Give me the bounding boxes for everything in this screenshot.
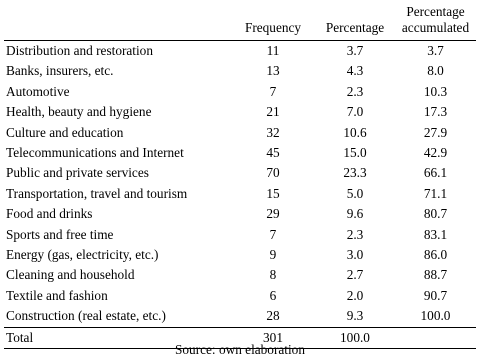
header-frequency: Frequency [231, 20, 315, 41]
row-accumulated: 80.7 [423, 206, 448, 222]
row-sector: Transportation, travel and tourism [6, 185, 188, 201]
header-blank [4, 20, 231, 41]
table-row [4, 61, 476, 81]
row-accumulated: 88.7 [423, 267, 448, 283]
row-percentage: 9.6 [346, 206, 364, 222]
header-blank [231, 0, 315, 20]
table-row [4, 265, 476, 285]
table-row [4, 204, 476, 224]
row-accumulated: 8.0 [427, 63, 444, 79]
row-frequency: 7 [269, 83, 277, 99]
table-row [4, 286, 476, 306]
table-row [4, 245, 476, 265]
row-sector: Automotive [6, 83, 70, 99]
row-accumulated: 27.9 [423, 124, 448, 140]
row-accumulated: 3.7 [427, 43, 444, 58]
row-sector: Energy (gas, electricity, etc.) [6, 247, 159, 263]
row-accumulated: 86.0 [423, 247, 448, 263]
row-percentage: 7.0 [346, 104, 364, 120]
row-accumulated: 71.1 [423, 185, 448, 201]
table-row [4, 143, 476, 163]
row-frequency: 29 [266, 206, 280, 222]
row-sector: Public and private services [6, 165, 149, 181]
row-sector: Sports and free time [6, 226, 114, 242]
row-frequency: 70 [266, 165, 280, 181]
table-row [4, 225, 476, 245]
row-percentage: 23.3 [343, 165, 367, 181]
header-blank [4, 0, 231, 20]
row-frequency: 28 [266, 308, 280, 324]
row-sector: Construction (real estate, etc.) [6, 308, 166, 324]
row-sector: Telecommunications and Internet [6, 145, 184, 161]
table-row [4, 102, 476, 122]
row-accumulated: 83.1 [423, 226, 448, 242]
row-frequency: 6 [269, 287, 277, 303]
row-sector: Culture and education [6, 124, 124, 140]
table-row [4, 123, 476, 143]
table-row [4, 184, 476, 204]
row-sector: Health, beauty and hygiene [6, 104, 152, 120]
header-blank [315, 0, 395, 20]
row-percentage: 9.3 [346, 308, 364, 324]
row-frequency: 7 [269, 226, 277, 242]
row-frequency: 8 [269, 267, 277, 283]
row-percentage: 3.0 [346, 247, 364, 263]
row-percentage: 2.3 [346, 226, 364, 242]
row-frequency: 45 [266, 145, 280, 161]
data-table [4, 0, 476, 349]
row-percentage: 2.3 [346, 83, 364, 99]
row-percentage: 15.0 [343, 145, 367, 161]
row-sector: Textile and fashion [6, 287, 108, 303]
table-row [4, 306, 476, 327]
row-percentage: 2.0 [346, 287, 364, 303]
header-accumulated-line1: Percentage [406, 4, 465, 19]
row-accumulated: 17.3 [423, 104, 448, 120]
row-sector: Distribution and restoration [6, 43, 153, 58]
row-percentage: 2.7 [346, 267, 364, 283]
total-label: Total [4, 327, 231, 348]
source-note: Source: own elaboration [175, 342, 305, 357]
total-frequency: 301 [231, 327, 315, 348]
row-sector: Food and drinks [6, 206, 93, 222]
row-accumulated: 100.0 [420, 308, 451, 324]
header-accumulated-line2: accumulated [395, 20, 476, 41]
row-percentage: 4.3 [346, 63, 364, 79]
table-row [4, 163, 476, 183]
row-sector: Cleaning and household [6, 267, 135, 283]
row-percentage: 3.7 [346, 43, 364, 58]
table-header [4, 0, 476, 41]
row-percentage: 10.6 [343, 124, 367, 140]
total-percentage: 100.0 [315, 327, 395, 348]
table-row [4, 82, 476, 102]
row-frequency: 21 [266, 104, 280, 120]
row-frequency: 9 [269, 247, 277, 263]
row-frequency: 11 [266, 43, 280, 58]
row-accumulated: 90.7 [423, 287, 448, 303]
table-row [4, 41, 476, 62]
row-frequency: 13 [266, 63, 280, 79]
row-percentage: 5.0 [346, 185, 364, 201]
row-accumulated: 42.9 [423, 145, 448, 161]
row-frequency: 15 [266, 185, 280, 201]
table-body [4, 41, 476, 349]
row-accumulated: 10.3 [423, 83, 448, 99]
row-frequency: 32 [266, 124, 280, 140]
row-accumulated: 66.1 [423, 165, 448, 181]
row-sector: Banks, insurers, etc. [6, 63, 114, 79]
header-percentage: Percentage [315, 20, 395, 41]
